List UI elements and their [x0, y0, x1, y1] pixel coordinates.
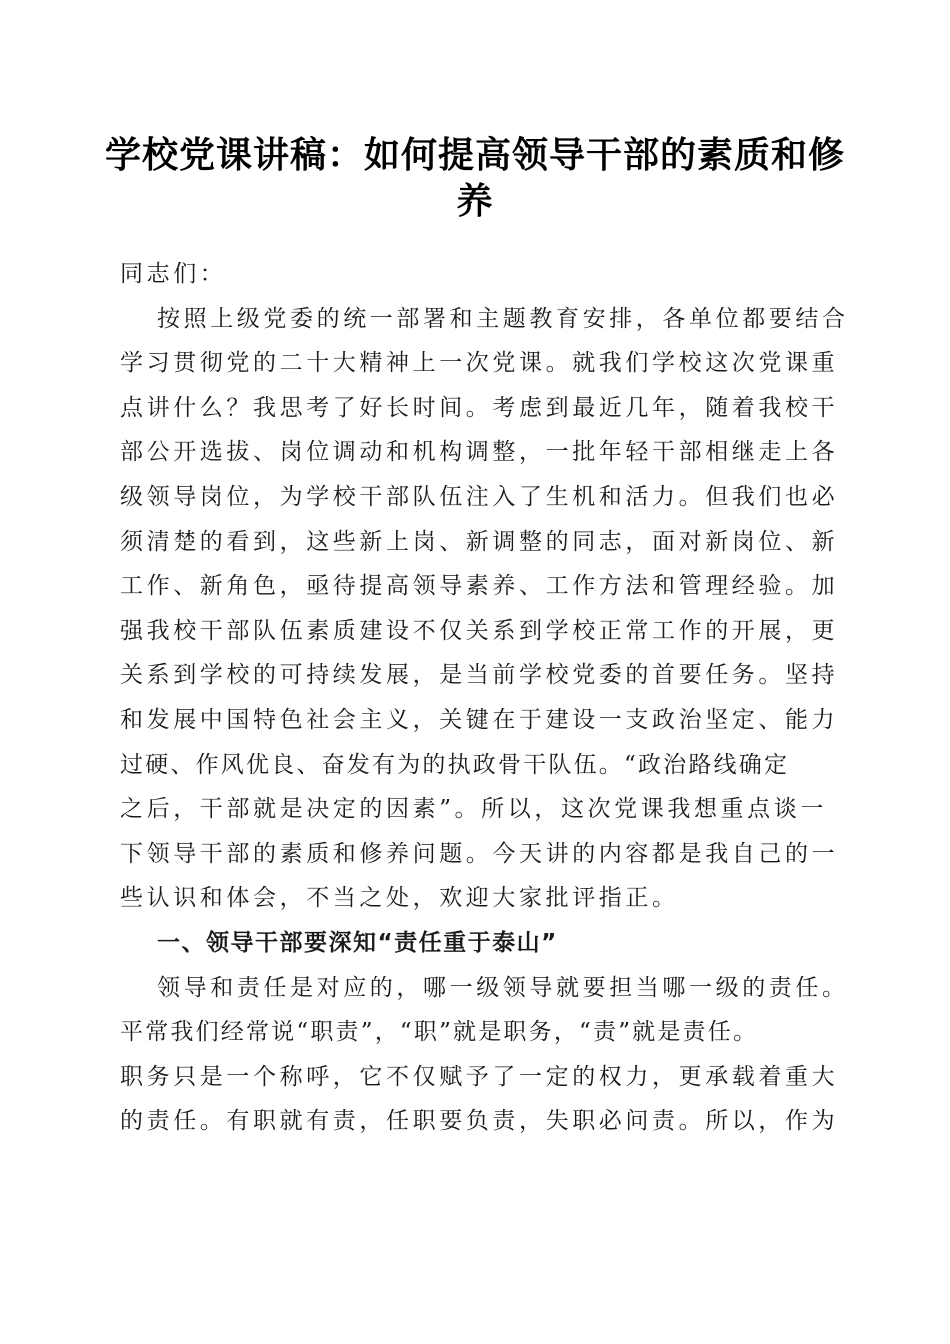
paragraph-line: 下领导干部的素质和修养问题。今天讲的内容都是我自己的一 [120, 840, 839, 867]
paragraph-line: 平常我们经常说“职责”，“职”就是职务，“责”就是责任。 [120, 1019, 759, 1046]
paragraph-line: 和发展中国特色社会主义，关键在于建设一支政治坚定、能力 [120, 706, 839, 733]
section-heading: 一、领导干部要深知“责任重于泰山” [157, 929, 558, 956]
paragraph-line: 的责任。有职就有责，任职要负责，失职必问责。所以，作为 [120, 1108, 839, 1135]
paragraph-line: 关系到学校的可持续发展，是当前学校党委的首要任务。坚持 [120, 662, 839, 689]
document-body [120, 252, 849, 1144]
paragraph-line: 须清楚的看到，这些新上岗、新调整的同志，面对新岗位、新 [120, 528, 839, 555]
title-line-2: 养 [456, 180, 494, 222]
paragraph-line: 职务只是一个称呼，它不仅赋予了一定的权力，更承载着重大 [120, 1063, 839, 1090]
paragraph-line: 级领导岗位，为学校干部队伍注入了生机和活力。但我们也必 [120, 483, 839, 510]
paragraph-line: 学习贯彻党的二十大精神上一次党课。就我们学校这次党课重 [120, 350, 839, 377]
paragraph-line: 点讲什么？我思考了好长时间。考虑到最近几年，随着我校干 [120, 394, 839, 421]
paragraph-1 [120, 297, 849, 921]
paragraph-2 [120, 966, 849, 1144]
paragraph-line: 过硬、作风优良、奋发有为的执政骨干队伍。“政治路线确定 [120, 751, 790, 778]
paragraph-line: 些认识和体会，不当之处，欢迎大家批评指正。 [120, 885, 679, 912]
title-line-1: 学校党课讲稿：如何提高领导干部的素质和修 [104, 134, 845, 176]
paragraph-line: 按照上级党委的统一部署和主题教育安排，各单位都要结合 [157, 305, 849, 332]
paragraph-line: 强我校干部队伍素质建设不仅关系到学校正常工作的开展，更 [120, 617, 839, 644]
paragraph-line: 之后，干部就是决定的因素”。所以，这次党课我想重点谈一 [120, 796, 827, 823]
paragraph-line: 工作、新角色，亟待提高领导素养、工作方法和管理经验。加 [120, 573, 839, 600]
salutation: 同志们： [120, 261, 227, 287]
document-title [100, 132, 850, 224]
paragraph-line: 部公开选拔、岗位调动和机构调整，一批年轻干部相继走上各 [120, 439, 839, 466]
paragraph-line: 领导和责任是对应的，哪一级领导就要担当哪一级的责任。 [157, 974, 849, 1001]
